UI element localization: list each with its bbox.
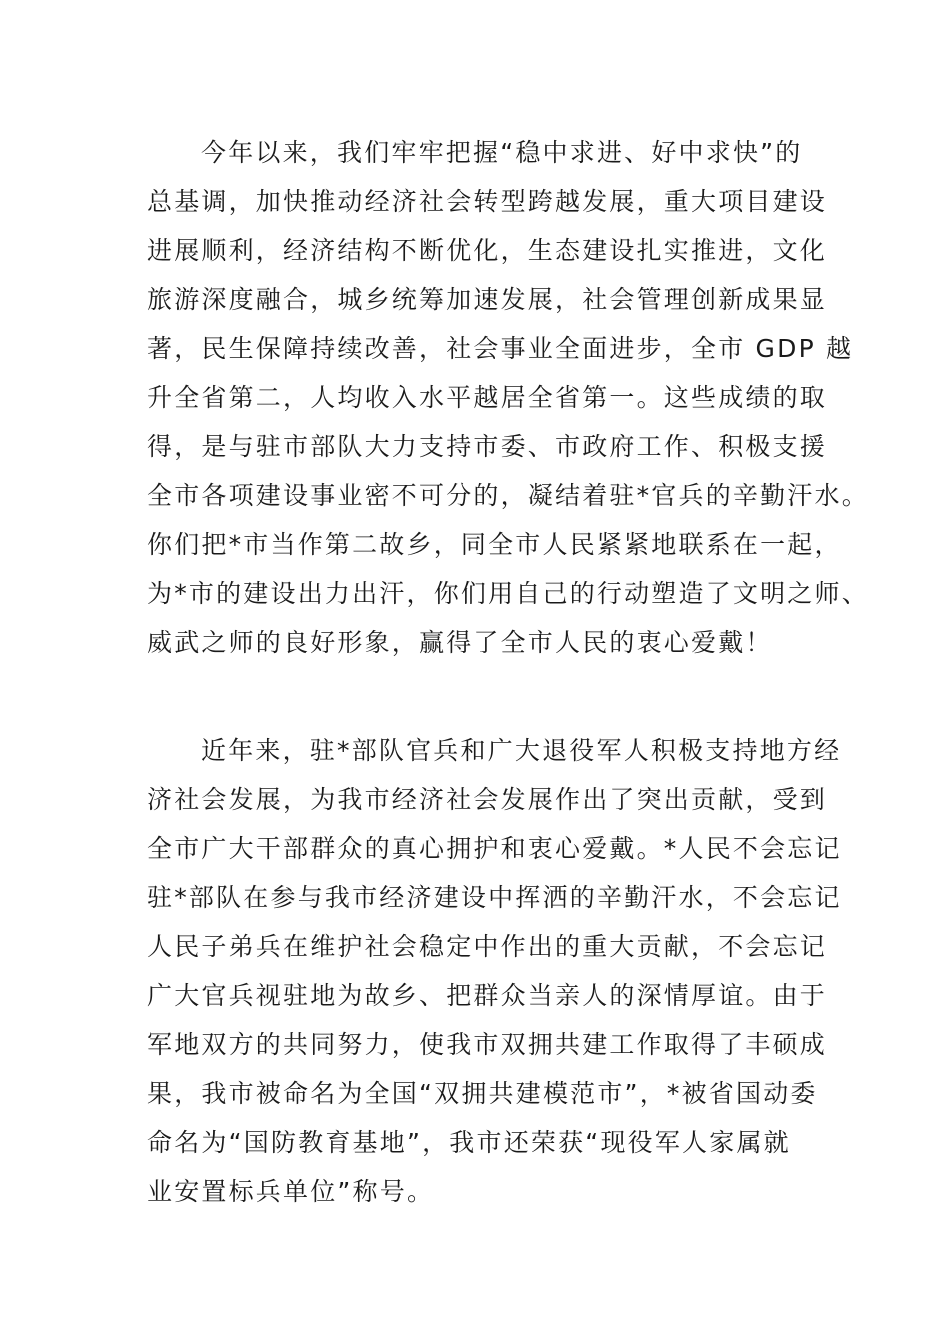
text-line: 人民子弟兵在维护社会稳定中作出的重大贡献，不会忘记 bbox=[147, 932, 828, 961]
text-line: 你们把*市当作第二故乡，同全市人民紧紧地联系在一起， bbox=[147, 530, 842, 559]
text-line: 果，我市被命名为全国“双拥共建模范市”，*被省国动委 bbox=[147, 1079, 818, 1108]
text-line: 济社会发展，为我市经济社会发展作出了突出贡献，受到 bbox=[147, 785, 828, 814]
text-line: 进展顺利，经济结构不断优化，生态建设扎实推进，文化 bbox=[147, 236, 828, 265]
text-line: 为*市的建设出力出汗，你们用自己的行动塑造了文明之师、 bbox=[147, 579, 869, 608]
text-line: 今年以来，我们牢牢把握“稳中求进、好中求快”的 bbox=[201, 138, 803, 167]
text-line: 广大官兵视驻地为故乡、把群众当亲人的深情厚谊。由于 bbox=[147, 981, 828, 1010]
text-line: 驻*部队在参与我市经济建设中挥洒的辛勤汗水，不会忘记 bbox=[147, 883, 842, 912]
text-line: 命名为“国防教育基地”，我市还荣获“现役军人家属就 bbox=[147, 1128, 791, 1157]
text-line: 著，民生保障持续改善，社会事业全面进步，全市 GDP 越 bbox=[147, 334, 854, 363]
paragraph-military-support bbox=[147, 726, 842, 1216]
paragraph-achievements bbox=[147, 128, 869, 667]
text-line: 旅游深度融合，城乡统筹加速发展，社会管理创新成果显 bbox=[147, 285, 828, 314]
text-line: 威武之师的良好形象，赢得了全市人民的衷心爱戴！ bbox=[147, 628, 773, 657]
text-line: 业安置标兵单位”称号。 bbox=[147, 1177, 435, 1206]
text-line: 全市各项建设事业密不可分的，凝结着驻*官兵的辛勤汗水。 bbox=[147, 481, 869, 510]
text-line: 全市广大干部群众的真心拥护和衷心爱戴。*人民不会忘记 bbox=[147, 834, 842, 863]
text-line: 得，是与驻市部队大力支持市委、市政府工作、积极支援 bbox=[147, 432, 828, 461]
text-line: 近年来，驻*部队官兵和广大退役军人积极支持地方经 bbox=[201, 736, 842, 765]
text-line: 总基调，加快推动经济社会转型跨越发展，重大项目建设 bbox=[147, 187, 828, 216]
text-line: 升全省第二，人均收入水平越居全省第一。这些成绩的取 bbox=[147, 383, 828, 412]
text-line: 军地双方的共同努力，使我市双拥共建工作取得了丰硕成 bbox=[147, 1030, 828, 1059]
